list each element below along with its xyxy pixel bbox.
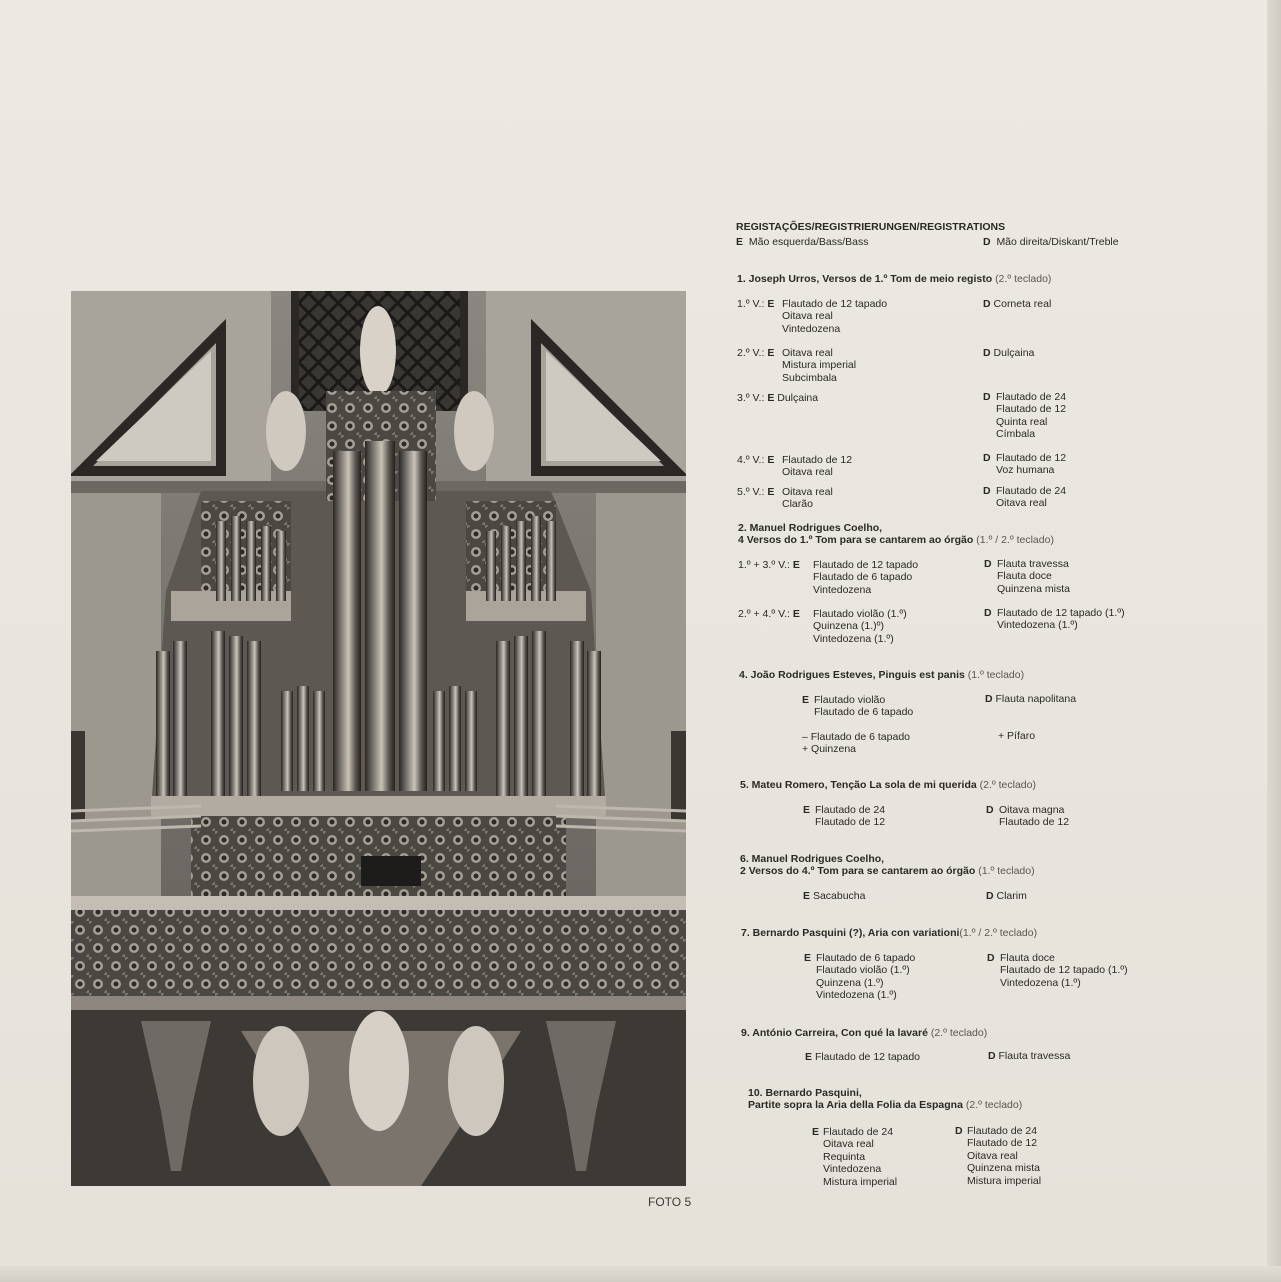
bass-legend bbox=[736, 236, 869, 248]
bass-label: Mão esquerda/Bass/Bass bbox=[748, 236, 869, 248]
s10-bass: Flautado de 24 Oitava real Requinta Vintedozena Mistura imperial bbox=[823, 1126, 898, 1188]
section-2-title: 2. Manuel Rodrigues Coelho, 4 Versos do 1.º Tom para se cantarem ao órgão (1.º / 2.º teclado) bbox=[738, 522, 1054, 547]
s9-treble: D Flauta travessa bbox=[988, 1050, 1071, 1062]
s2-v1-treble: Flauta travessa Flauta doce Quinzena mista bbox=[997, 558, 1070, 595]
photo-caption: FOTO 5 bbox=[648, 1195, 692, 1209]
s2-v1-bass: Flautado de 12 tapado Flautado de 6 tapado Vintedozena bbox=[813, 559, 919, 596]
s10-treble: Flautado de 24 Flautado de 12 Oitava real Quinzena mista Mistura imperial bbox=[967, 1125, 1042, 1187]
s1-v5-treble: Flautado de 24 Oitava real bbox=[996, 485, 1067, 510]
s7-treble-tag: D bbox=[987, 952, 995, 964]
s7-treble: Flauta doce Flautado de 12 tapado (1.º) Vintedozena (1.º) bbox=[1000, 952, 1128, 989]
s1-v5-label: 5.º V.: E bbox=[737, 486, 775, 498]
s1-v2-label: 2.º V.: E bbox=[737, 347, 775, 359]
d-tag: D bbox=[983, 236, 991, 248]
s9-bass: E Flautado de 12 tapado bbox=[805, 1051, 921, 1063]
s4-bass: Flautado violão Flautado de 6 tapado bbox=[814, 694, 914, 719]
treble-label: Mão direita/Diskant/Treble bbox=[996, 236, 1119, 248]
organ-photograph bbox=[71, 291, 686, 1186]
treble-legend bbox=[983, 236, 1119, 248]
s4-treble: D Flauta napolitana bbox=[985, 693, 1077, 705]
s5-bass: Flautado de 24 Flautado de 12 bbox=[815, 804, 886, 829]
s1-v2-treble: D Dulçaina bbox=[983, 347, 1035, 359]
s1-v1-treble: D Corneta real bbox=[983, 298, 1052, 310]
s1-v4-treble-tag: D bbox=[983, 452, 991, 464]
s6-treble: D Clarim bbox=[986, 890, 1027, 902]
s1-v2-bass: Oitava real Mistura imperial Subcimbala bbox=[782, 347, 857, 384]
s7-bass: Flautado de 6 tapado Flautado violão (1.º) Quinzena (1.º) Vintedozena (1.º) bbox=[816, 952, 916, 1002]
s1-v3-treble-tag: D bbox=[983, 391, 991, 403]
s2-v1-treble-tag: D bbox=[984, 558, 992, 570]
section-7-title: 7. Bernardo Pasquini (?), Aria con variationi(1.º / 2.º teclado) bbox=[741, 927, 1038, 939]
s5-treble-tag: D bbox=[986, 804, 994, 816]
s2-v2-treble-tag: D bbox=[984, 607, 992, 619]
s1-v5-bass: Oitava real Clarão bbox=[782, 486, 833, 511]
s1-v4-bass: Flautado de 12 Oitava real bbox=[782, 454, 853, 479]
section-1-title: 1. Joseph Urros, Versos de 1.º Tom de meio registo (2.º teclado) bbox=[737, 273, 1052, 285]
section-9-title: 9. António Carreira, Con qué la lavaré (2.º teclado) bbox=[741, 1027, 988, 1039]
s7-bass-tag: E bbox=[804, 952, 812, 964]
s4-bass-tag: E bbox=[802, 694, 810, 706]
section-5-title: 5. Mateu Romero, Tenção La sola de mi querida (2.º teclado) bbox=[740, 779, 1036, 791]
s1-v1-label: 1.º V.: E bbox=[737, 298, 775, 310]
s5-bass-tag: E bbox=[803, 804, 811, 816]
s4-treble-change: + Pífaro bbox=[998, 730, 1036, 742]
registrations-title: REGISTAÇÕES/REGISTRIERUNGEN/REGISTRATIONS bbox=[736, 221, 1006, 233]
e-tag: E bbox=[736, 236, 744, 248]
s1-v5-treble-tag: D bbox=[983, 485, 991, 497]
s2-v2-treble: Flautado de 12 tapado (1.º) Vintedozena (1.º) bbox=[997, 607, 1125, 632]
s10-treble-tag: D bbox=[955, 1125, 963, 1137]
section-6-title: 6. Manuel Rodrigues Coelho, 2 Versos do 4.º Tom para se cantarem ao órgão (1.º teclado) bbox=[740, 853, 1035, 878]
s2-v2-bass: Flautado violão (1.º) Quinzena (1.)º) Vintedozena (1.º) bbox=[813, 608, 907, 645]
s4-bass-change: – Flautado de 6 tapado + Quinzena bbox=[802, 731, 911, 756]
s1-v4-label: 4.º V.: E bbox=[737, 454, 775, 466]
section-10-title: 10. Bernardo Pasquini, Partite sopra la Aria della Folia da Espagna (2.º teclado) bbox=[748, 1087, 1023, 1112]
s1-v1-bass: Flautado de 12 tapado Oitava real Vintedozena bbox=[782, 298, 888, 335]
s1-v4-treble: Flautado de 12 Voz humana bbox=[996, 452, 1067, 477]
s1-v3-label: 3.º V.: E Dulçaina bbox=[737, 392, 819, 404]
s2-v2-label: 2.º + 4.º V.: E bbox=[738, 608, 800, 620]
s6-bass: E Sacabucha bbox=[803, 890, 866, 902]
section-4-title: 4. João Rodrigues Esteves, Pinguis est panis (1.º teclado) bbox=[739, 669, 1025, 681]
sleeve-edge-right bbox=[1267, 0, 1281, 1282]
sleeve-edge-bottom bbox=[0, 1266, 1281, 1282]
s5-treble: Oitava magna Flautado de 12 bbox=[999, 804, 1070, 829]
s10-bass-tag: E bbox=[812, 1126, 820, 1138]
s2-v1-label: 1.º + 3.º V.: E bbox=[738, 559, 800, 571]
s1-v3-treble: Flautado de 24 Flautado de 12 Quinta real Címbala bbox=[996, 391, 1067, 441]
